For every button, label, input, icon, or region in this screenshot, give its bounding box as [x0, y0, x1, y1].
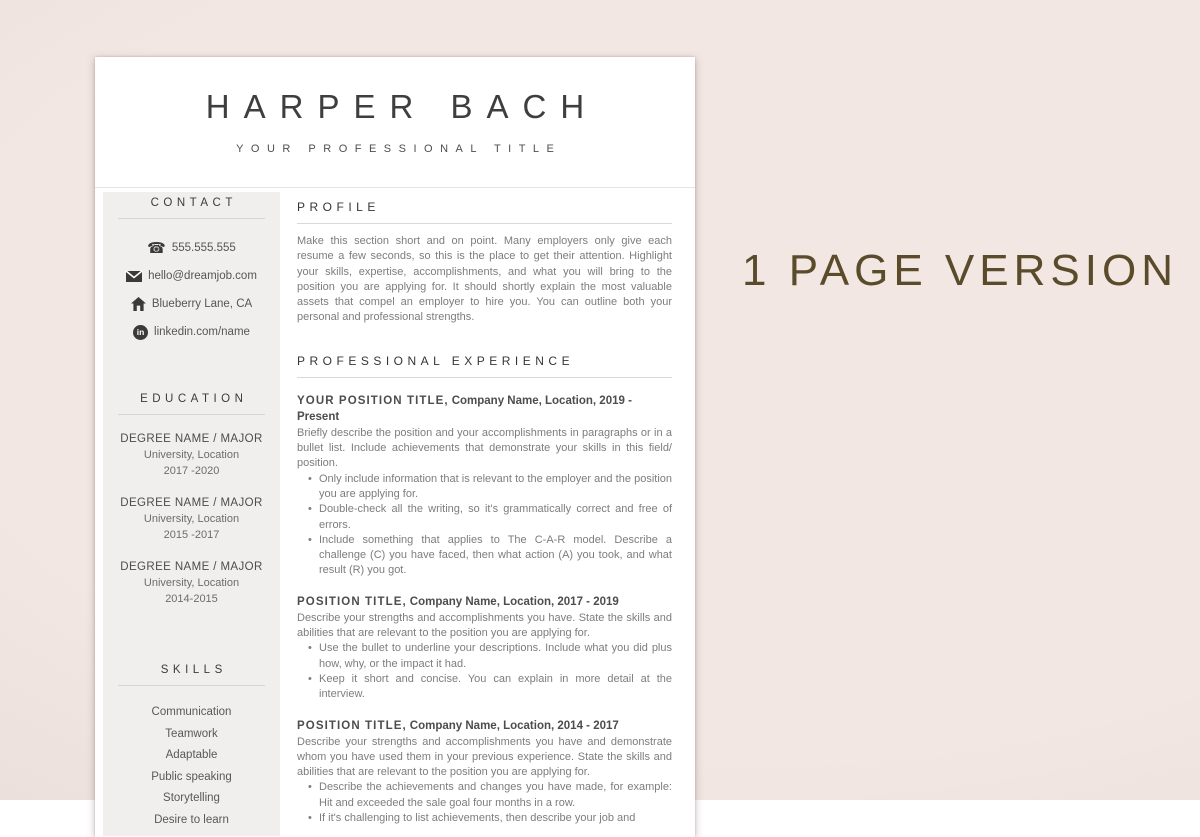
job-bullet: • Only include information that is relevant to the employer and the position you are applying for. [319, 472, 672, 503]
university-name: University, Location [143, 577, 240, 589]
job-position-title: POSITION TITLE, [297, 595, 407, 608]
email-address: hello@dreamjob.com [148, 270, 257, 282]
job-company-meta: Company Name, Location, 2014 - 2017 [409, 719, 619, 732]
version-label: 1 PAGE VERSION [742, 246, 1178, 295]
job-position-title: POSITION TITLE, [297, 719, 407, 732]
address-text: Blueberry Lane, CA [151, 298, 253, 310]
skill-item: Storytelling [163, 792, 220, 804]
phone-number: 555.555.555 [171, 242, 236, 254]
resume-header [95, 57, 695, 188]
phone-icon: ☎ [147, 238, 166, 257]
degree-name: DEGREE NAME / MAJOR [120, 497, 263, 509]
person-name: HARPER BACH [205, 88, 599, 125]
job-company-meta: Company Name, Location, 2019 - Present [297, 394, 632, 423]
education-heading: EDUCATION [140, 393, 248, 405]
education-years: 2017 -2020 [163, 465, 220, 477]
job-position-title: YOUR POSITION TITLE, [297, 394, 449, 407]
university-name: University, Location [143, 449, 240, 461]
contact-list [103, 234, 280, 346]
job-bullet: • Describe the achievements and changes you have made, for example: Hit and exceeded the sale goal four months in a row. [319, 780, 672, 811]
skills-heading: SKILLS [160, 664, 227, 676]
degree-name: DEGREE NAME / MAJOR [120, 561, 263, 573]
resume-sidebar [103, 192, 280, 836]
section-divider [118, 414, 265, 415]
experience-section [297, 354, 672, 827]
resume-body [95, 188, 695, 836]
degree-name: DEGREE NAME / MAJOR [120, 433, 263, 445]
university-name: University, Location [143, 513, 240, 525]
job-bullet: • Use the bullet to underline your descriptions. Include what you did plus how, why, or the impact it had. [319, 641, 672, 672]
job-bullet-list [297, 641, 672, 702]
job-entry [297, 594, 672, 703]
job-entry [297, 718, 672, 827]
contact-heading: CONTACT [150, 197, 237, 209]
experience-heading: PROFESSIONAL EXPERIENCE [297, 354, 672, 378]
profile-section [297, 200, 672, 326]
job-bullet: • If it's challenging to list achievements, then describe your job and [319, 811, 672, 826]
education-section [103, 393, 280, 607]
resume-page [95, 57, 695, 837]
profile-heading: PROFILE [297, 200, 672, 224]
skill-item: Adaptable [165, 749, 218, 761]
education-years: 2015 -2017 [163, 529, 220, 541]
contact-item-linkedin [103, 318, 280, 346]
contact-item-email [103, 262, 280, 290]
home-icon [131, 297, 146, 311]
job-description: Describe your strengths and accomplishments you have. State the skills and abilities that are relevant to the position you are applying for. [297, 611, 672, 640]
skills-list [103, 702, 280, 831]
linkedin-url: linkedin.com/name [154, 326, 250, 338]
job-company-meta: Company Name, Location, 2017 - 2019 [409, 595, 619, 608]
job-title-line [297, 393, 672, 425]
contact-item-phone [103, 234, 280, 262]
job-title-line [297, 718, 672, 734]
skill-item: Public speaking [151, 770, 232, 783]
education-years: 2014-2015 [165, 593, 218, 605]
job-bullet-list [297, 780, 672, 826]
skills-section [103, 664, 280, 831]
education-entry [103, 559, 280, 607]
education-entry [103, 495, 280, 543]
email-icon [126, 271, 142, 282]
resume-main-column [280, 192, 695, 836]
profile-text: Make this section short and on point. Many employers only give each resume a few seconds, so this is the place to get their attention. Highlight your skills, expertise, accomplishments, and what you will bring to the position you are applying for. It should shortly explain the most valuable assets that compel an employer to hire you. You can outline both your personal and professional strengths. [297, 235, 672, 324]
skill-item: Desire to learn [154, 813, 229, 826]
job-bullet: • Double-check all the writing, so it's grammatically correct and free of errors. [319, 502, 672, 533]
section-divider [118, 218, 265, 219]
job-title-line [297, 594, 672, 610]
contact-section [103, 197, 280, 346]
person-professional-title: YOUR PROFESSIONAL TITLE [236, 143, 562, 155]
contact-item-address [103, 290, 280, 318]
job-bullet-list [297, 472, 672, 579]
job-description: Describe your strengths and accomplishments you have and demonstrate whom you have used them in your previous experience. State the skills and abilities that are relevant to the position you are applying for. [297, 735, 672, 779]
job-bullet: • Include something that applies to The C-A-R model. Describe a challenge (C) you have faced, then what action (A) you took, and what result (R) you got. [319, 533, 672, 579]
education-entry [103, 431, 280, 479]
job-description: Briefly describe the position and your accomplishments in paragraphs or in a bullet list. Include achievements that demonstrate your skills in this field/ position. [297, 426, 672, 470]
job-entry [297, 393, 672, 579]
job-bullet: • Keep it short and concise. You can explain in more detail at the interview. [319, 672, 672, 703]
linkedin-icon: in [133, 325, 148, 340]
section-divider [118, 685, 265, 686]
skill-item: Communication [151, 706, 232, 718]
skill-item: Teamwork [165, 727, 218, 740]
